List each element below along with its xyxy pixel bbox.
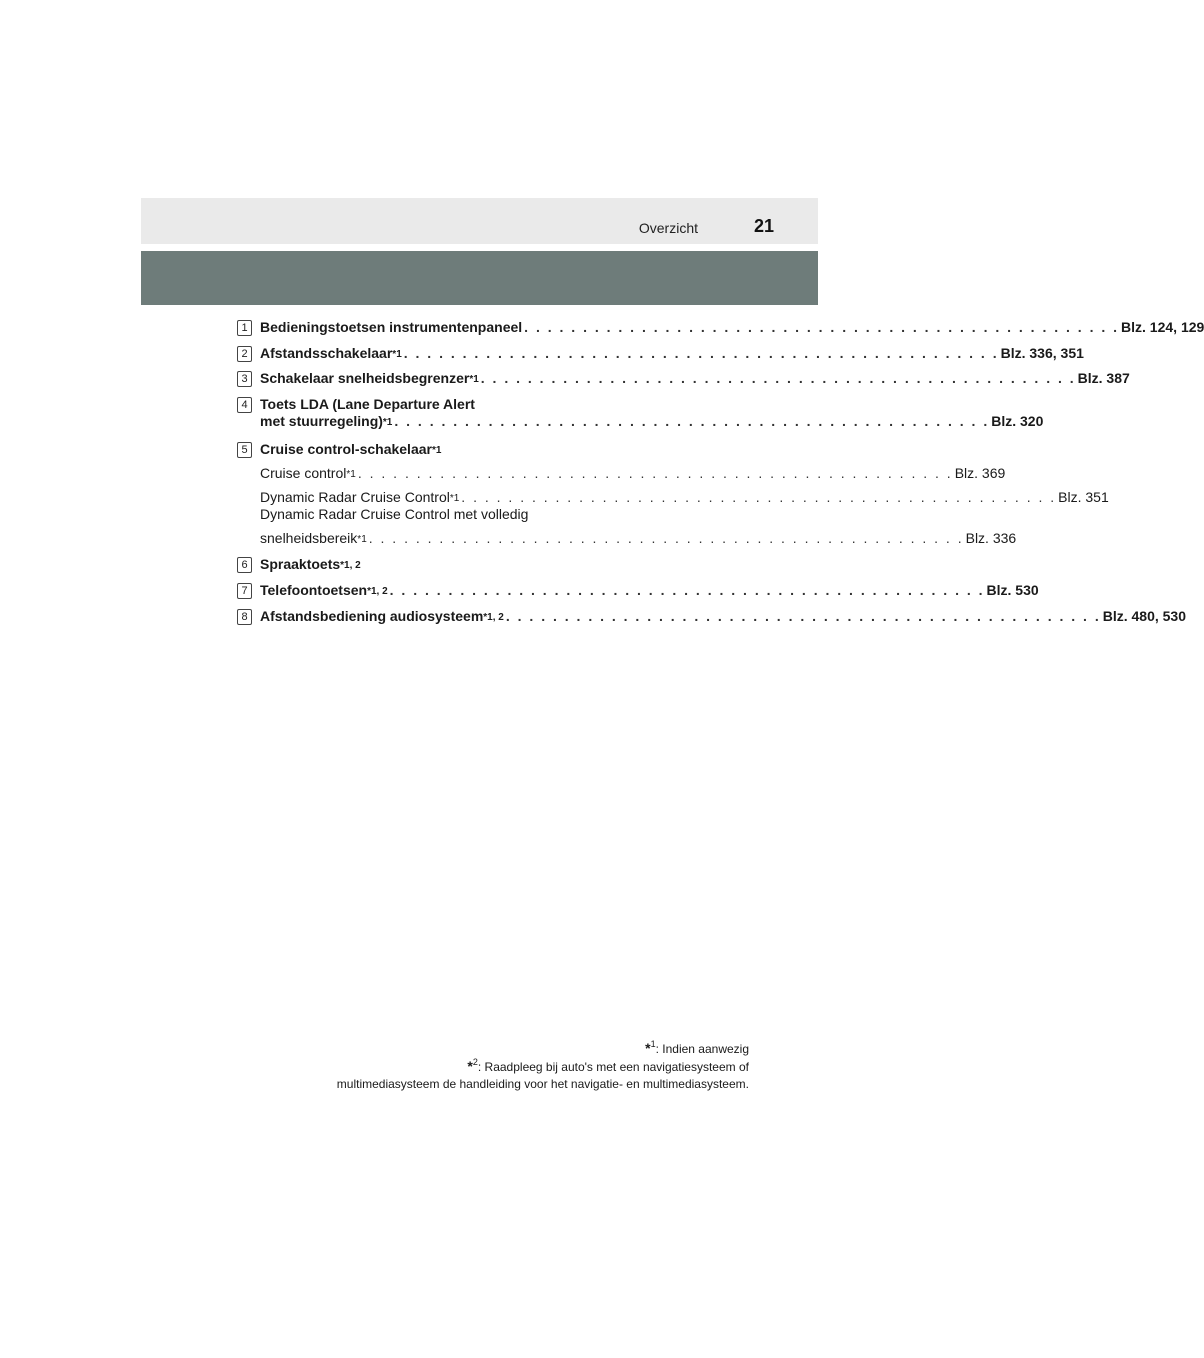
dot-leader: . . . . . . . . . . . . . . . . . . . . . . . . . . . . . . . . . . . . . . . . . . . . . . . . . . . xyxy=(505,608,1101,624)
list-item xyxy=(260,345,1084,362)
page-reference[interactable]: Blz. 320 xyxy=(991,413,1044,429)
list-item xyxy=(260,396,1044,430)
item-number-badge: 6 xyxy=(237,557,252,573)
header-bar xyxy=(141,198,818,244)
entry-line: snelheidsbereik $^{*1}$ . . . . . . . . . . . . . . . . . . . . . . . . . . . . . . . . . . . . . . . . . . . . . . . . . . . Blz. 336 xyxy=(260,530,1017,546)
dot-leader: . . . . . . . . . . . . . . . . . . . . . . . . . . . . . . . . . . . . . . . . . . . . . . . . . . . xyxy=(480,370,1076,386)
entry-label: Cruise control xyxy=(260,465,347,481)
entry-label: Dynamic Radar Cruise Control xyxy=(260,489,450,505)
entry-line: Cruise control-schakelaar $^{*1}$ xyxy=(260,441,442,457)
dot-leader: . . . . . . . . . . . . . . . . . . . . . . . . . . . . . . . . . . . . . . . . . . . . . . . . . . . xyxy=(389,582,985,598)
footnote-text: : Indien aanwezig xyxy=(655,1042,749,1056)
item-number-badge: 2 xyxy=(237,346,252,362)
entry-line: Cruise control $^{*1}$ . . . . . . . . . . . . . . . . . . . . . . . . . . . . . . . . . . . . . . . . . . . . . . . . . . . Blz. 369 xyxy=(260,465,1006,481)
entry-line: met stuurregeling) $^{*1}$ . . . . . . . . . . . . . . . . . . . . . . . . . . . . . . . . . . . . . . . . . . . . . . . . . . . Blz. 320 xyxy=(260,413,1044,429)
dot-leader: . . . . . . . . . . . . . . . . . . . . . . . . . . . . . . . . . . . . . . . . . . . . . . . . . . . xyxy=(403,345,999,361)
page-reference[interactable]: Blz. 351 xyxy=(1058,489,1109,505)
entry-line: Afstandsschakelaar $^{*1}$ . . . . . . . . . . . . . . . . . . . . . . . . . . . . . . . . . . . . . . . . . . . . . . . . . . . Blz. 336, 351 xyxy=(260,345,1084,361)
item-number-badge: 7 xyxy=(237,583,252,599)
entry-line: Afstandsbediening audiosysteem $^{*1, 2}$ . . . . . . . . . . . . . . . . . . . . . . . . . . . . . . . . . . . . . . . . . . . . . . . . . . . Blz. 480, 530 xyxy=(260,608,1186,624)
dot-leader: . . . . . . . . . . . . . . . . . . . . . . . . . . . . . . . . . . . . . . . . . . . . . . . . . . . xyxy=(357,465,953,481)
entry-line xyxy=(260,319,1204,336)
section-banner xyxy=(141,251,818,305)
footnote-1 xyxy=(337,1040,749,1058)
item-number-badge: 3 xyxy=(237,371,252,387)
list-item xyxy=(260,608,1186,625)
footnote-number: 2 xyxy=(472,1057,478,1067)
footnote-2 xyxy=(337,1058,749,1076)
entry-line xyxy=(260,506,722,523)
entry-line xyxy=(260,396,722,413)
page-reference[interactable]: Blz. 336, 351 xyxy=(1000,345,1084,361)
entry-label: Toets LDA (Lane Departure Alert xyxy=(260,396,475,412)
entry-label: Spraaktoets xyxy=(260,556,341,572)
entry-label: Bedieningstoetsen instrumentenpaneel xyxy=(260,319,523,335)
entry-line: Telefoontoetsen $^{*1, 2}$ . . . . . . . . . . . . . . . . . . . . . . . . . . . . . . . . . . . . . . . . . . . . . . . . . . . Blz. 530 xyxy=(260,582,1039,598)
entry-label: met stuurregeling) xyxy=(260,413,383,429)
entry-label: Telefoontoetsen xyxy=(260,582,368,598)
footnotes xyxy=(337,1040,749,1093)
page-reference[interactable]: Blz. 369 xyxy=(954,465,1006,481)
page-number: 21 xyxy=(753,216,774,236)
entry-line: Spraaktoets $^{*1, 2}$ xyxy=(260,556,361,572)
entry-label: snelheidsbereik xyxy=(260,530,358,546)
page-reference[interactable]: Blz. 336 xyxy=(965,530,1017,546)
item-number-badge: 8 xyxy=(237,609,252,625)
footnote-number: 1 xyxy=(650,1039,656,1049)
entry-label: Afstandsbediening audiosysteem xyxy=(260,608,484,624)
entry-label: Schakelaar snelheidsbegrenzer xyxy=(260,370,470,386)
item-number-badge: 5 xyxy=(237,442,252,458)
footnote-2-continuation: multimediasysteem de handleiding voor het navigatie- en multimediasysteem. xyxy=(336,1077,749,1091)
entry-label: Cruise control-schakelaar xyxy=(260,441,432,457)
page-reference[interactable]: Blz. 124, 129 xyxy=(1121,319,1204,335)
item-number-badge: 1 xyxy=(237,320,252,336)
list-item xyxy=(260,370,1130,387)
entry-label: Dynamic Radar Cruise Control met volledig xyxy=(260,506,529,522)
entry-label: Afstandsschakelaar xyxy=(260,345,393,361)
footnote-star: * xyxy=(467,1058,473,1074)
footnote-text: : Raadpleeg bij auto's met een navigatiesysteem of xyxy=(477,1060,749,1074)
item-number-badge: 4 xyxy=(237,397,252,413)
footnote-star: * xyxy=(645,1040,651,1056)
dot-leader: . . . . . . . . . . . . . . . . . . . . . . . . . . . . . . . . . . . . . . . . . . . . . . . . . . . xyxy=(524,319,1120,335)
section-title: Overzicht xyxy=(638,220,698,236)
list-item xyxy=(260,441,1109,547)
dot-leader: . . . . . . . . . . . . . . . . . . . . . . . . . . . . . . . . . . . . . . . . . . . . . . . . . . . xyxy=(461,489,1057,505)
list-item xyxy=(260,319,1204,336)
dot-leader: . . . . . . . . . . . . . . . . . . . . . . . . . . . . . . . . . . . . . . . . . . . . . . . . . . . xyxy=(394,413,990,429)
entry-line: Schakelaar snelheidsbegrenzer $^{*1}$ . . . . . . . . . . . . . . . . . . . . . . . . . . . . . . . . . . . . . . . . . . . . . . . . . . . Blz. 387 xyxy=(260,370,1130,386)
page-reference[interactable]: Blz. 480, 530 xyxy=(1102,608,1186,624)
list-item xyxy=(260,556,722,573)
page-reference[interactable]: Blz. 387 xyxy=(1077,370,1130,386)
entry-line: Dynamic Radar Cruise Control $^{*1}$ . . . . . . . . . . . . . . . . . . . . . . . . . . . . . . . . . . . . . . . . . . . . . . . . . . . Blz. 351 xyxy=(260,489,1109,505)
page-reference[interactable]: Blz. 530 xyxy=(986,582,1039,598)
dot-leader: . . . . . . . . . . . . . . . . . . . . . . . . . . . . . . . . . . . . . . . . . . . . . . . . . . . xyxy=(368,530,964,546)
list-item xyxy=(260,582,1039,599)
